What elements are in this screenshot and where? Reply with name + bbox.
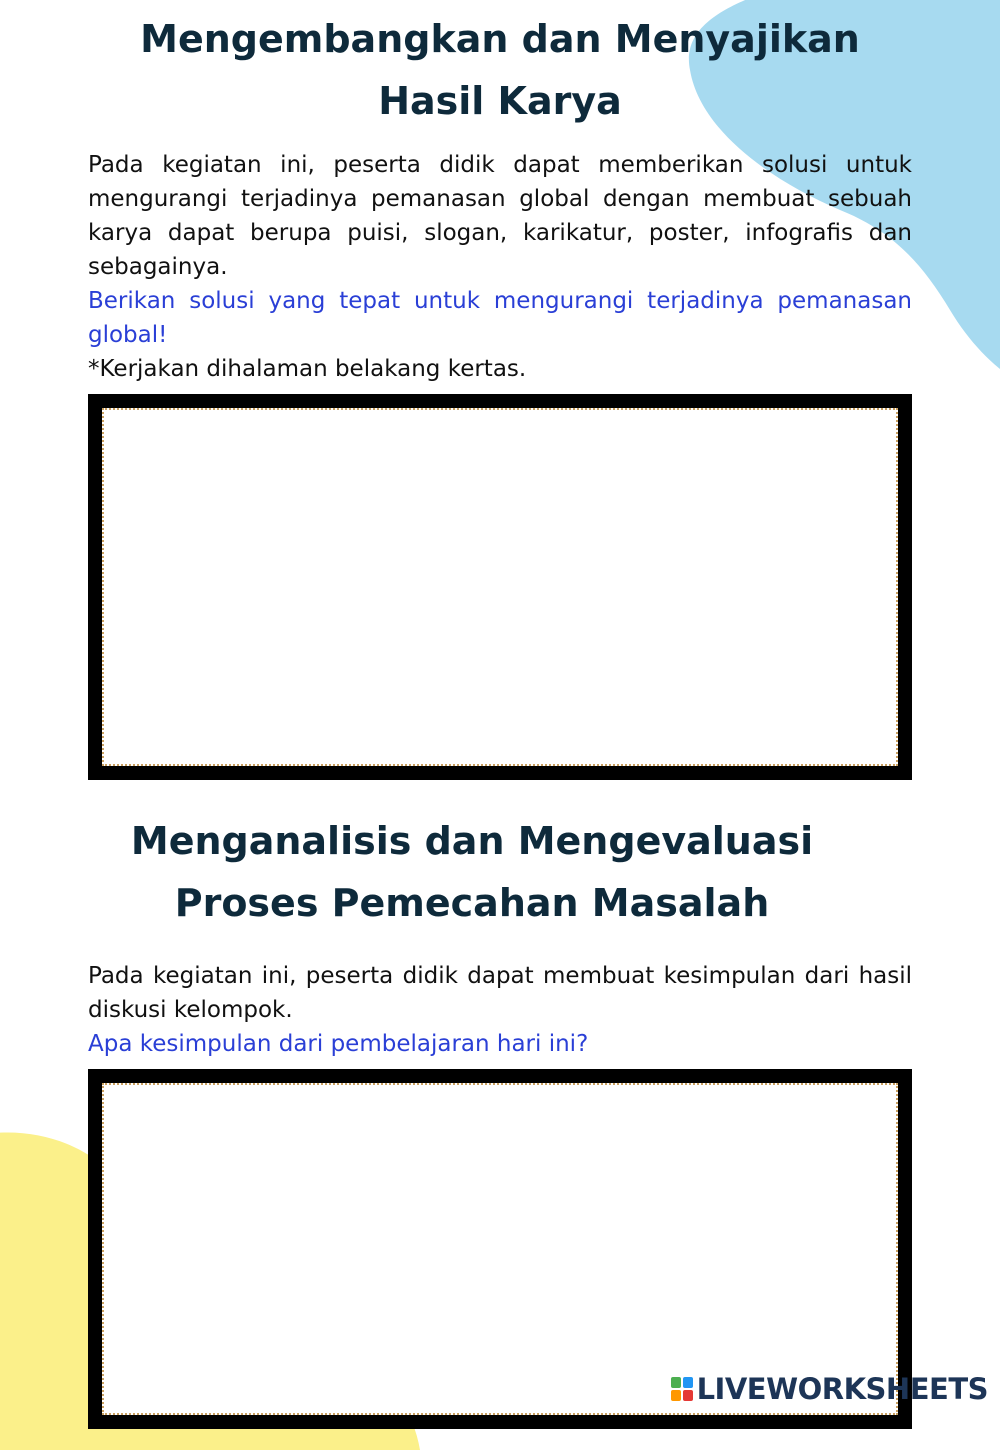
section1-title-line1: Mengembangkan dan Menyajikan — [140, 17, 860, 61]
section2-title-line2: Proses Pemecahan Masalah — [174, 881, 770, 925]
section1-answer-input[interactable] — [102, 408, 898, 766]
section1-title-line2: Hasil Karya — [378, 79, 622, 123]
section2-title — [0, 810, 972, 934]
liveworksheets-logo-icon — [671, 1377, 693, 1401]
section1-paragraph: Pada kegiatan ini, peserta didik dapat memberikan solusi untuk mengurangi terjadinya pemanasan global dengan membuat sebuah karya dapat berupa puisi, slogan, karikatur, poster, infografis dan sebagainya. — [88, 152, 912, 280]
section1-title — [0, 8, 1000, 132]
section2-title-line1: Menganalisis dan Mengevaluasi — [130, 819, 814, 863]
section2-answer-input[interactable] — [102, 1083, 898, 1415]
section2-question: Apa kesimpulan dari pembelajaran hari ini? — [88, 1031, 589, 1057]
liveworksheets-logo[interactable] — [671, 1372, 988, 1406]
section2-paragraph: Pada kegiatan ini, peserta didik dapat membuat kesimpulan dari hasil diskusi kelompok. — [88, 963, 912, 1023]
section1-note: *Kerjakan dihalaman belakang kertas. — [88, 356, 527, 382]
section1-question: Berikan solusi yang tepat untuk mengurangi terjadinya pemanasan global! — [88, 288, 912, 348]
section1-answer-box — [88, 394, 912, 780]
section1-text — [88, 148, 912, 386]
logo-text: LIVEWORKSHEETS — [696, 1372, 988, 1406]
section2-text — [88, 959, 912, 1061]
